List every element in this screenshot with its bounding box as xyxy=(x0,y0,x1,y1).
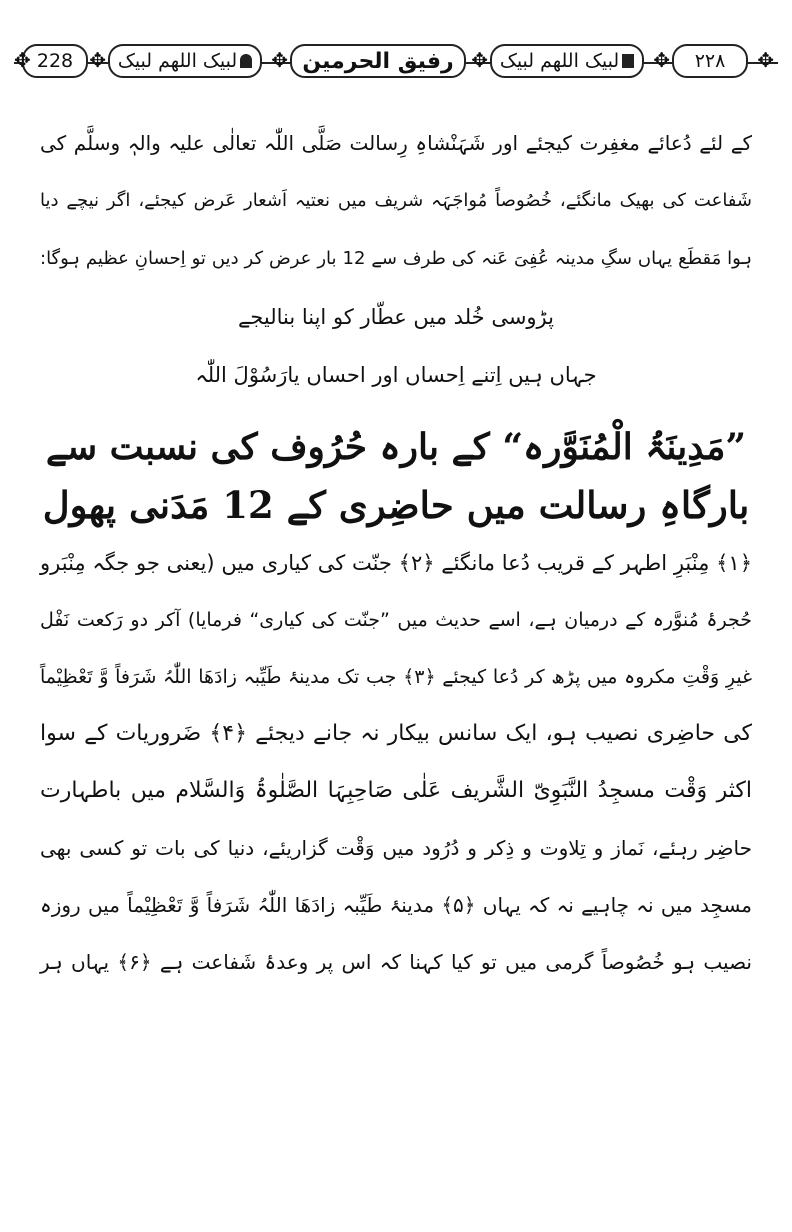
heading-text: ”مَدِینَۃُ الْمُنَوَّرہ“ کے بارہ حُرُوف کی نسبت سے xyxy=(45,426,747,468)
text-line: ﴿۱﴾ مِنْبَرِ اطہر کے قریب دُعا مانگئے ﴿۲﴾ جنّت کی کیاری میں (یعنی جو جگہ مِنْبَرو xyxy=(40,551,752,575)
ornament-icon: ✥ xyxy=(271,48,288,72)
page-number-text: 228 xyxy=(36,50,74,72)
text-line: حُجرۂ مُنوَّرہ کے درمیان ہے، اسے حدیث میں ”جنّت کی کیاری“ فرمایا) آکر دو رَکعت نَفْل xyxy=(40,609,752,631)
page-number-urdu-text: ۲۲۸ xyxy=(694,50,726,72)
ornament-icon: ✥ xyxy=(757,48,774,72)
text-line: اکثر وَقْت مسجِدُ النَّبَوِیّ الشَّریف عَلٰی صَاحِبِہَا الصَّلٰوۃُ وَالسَّلام میں باطہارت xyxy=(40,778,752,803)
labbaik-text: لبیک اللھم لبیک xyxy=(499,50,620,72)
book-title-text: رفیق الحرمین xyxy=(302,48,454,74)
ornament-icon: ✥ xyxy=(14,48,31,72)
poem-line: پڑوسی خُلد میں عطّار کو اپنا بنالیجے xyxy=(238,305,554,329)
page-number xyxy=(22,44,88,78)
page-header xyxy=(14,36,778,80)
text-line: نصیب ہو خُصُوصاً گرمی میں تو کیا کہنا کہ اس پر وعدۂ شَفاعت ہے ﴿۶﴾ یہاں ہر xyxy=(40,950,752,974)
green-dome-icon xyxy=(240,54,252,68)
text-line: حاضِر رہئے، نَماز و تِلاوت و ذِکر و دُرُود میں وَقْت گزاریئے، دنیا کی بات تو کسی بھی xyxy=(40,836,752,860)
page-number-urdu xyxy=(672,44,748,78)
ornament-icon: ✥ xyxy=(653,48,670,72)
kaaba-icon xyxy=(622,54,634,68)
labbaik-label-right xyxy=(490,44,644,78)
ornament-icon: ✥ xyxy=(471,48,488,72)
section-heading-line-1 xyxy=(40,418,752,476)
heading-text: بارگاہِ رسالت میں حاضِری کے 12 مَدَنی پھول xyxy=(42,483,750,527)
labbaik-label-left xyxy=(108,44,262,78)
book-title xyxy=(290,44,466,78)
text-line: غیرِ وَقْتِ مکروہ میں پڑھ کر دُعا کیجئے ﴿۳﴾ جب تک مدینۂ طَیِّبہ زادَھَا اللّٰہُ شَرَفاً وَّ تَعْظِیْماً xyxy=(40,666,752,688)
text-line: کے لئے دُعائے مغفِرت کیجئے اور شَہَنْشاہِ رِسالت صَلَّی اللّٰہ تعالٰی علیہ والہٖ وسلَّم کی xyxy=(40,131,752,155)
text-line: مسجِد میں نہ چاہیے نہ کہ یہاں ﴿۵﴾ مدینۂ طَیِّبہ زادَھَا اللّٰہُ شَرَفاً وَّ تَعْظِیْماً میں روزہ xyxy=(40,893,753,917)
ornament-icon: ✥ xyxy=(89,48,106,72)
text-line: شَفاعت کی بھیک مانگئے، خُصُوصاً مُواجَہَہ شریف میں نعتیہ اَشعار عَرض کیجئے، اگر نیچے دیا xyxy=(40,190,752,211)
labbaik-text: لبیک اللھم لبیک xyxy=(117,50,238,72)
text-line: ہوا مَقطَع یہاں سگِ مدینہ عُفِیَ عَنہ کی طرف سے 12 بار عرض کر دیں تو اِحسانِ عظیم ہوگا: xyxy=(40,248,753,269)
section-heading-line-2 xyxy=(40,476,752,534)
poem-line: جہاں ہیں اِتنے اِحساں اور احساں یارَسُوْلَ اللّٰہ xyxy=(195,363,597,387)
text-line: کی حاضِری نصیب ہو، ایک سانس بیکار نہ جانے دیجئے ﴿۴﴾ ضَروریات کے سوا xyxy=(40,721,753,746)
